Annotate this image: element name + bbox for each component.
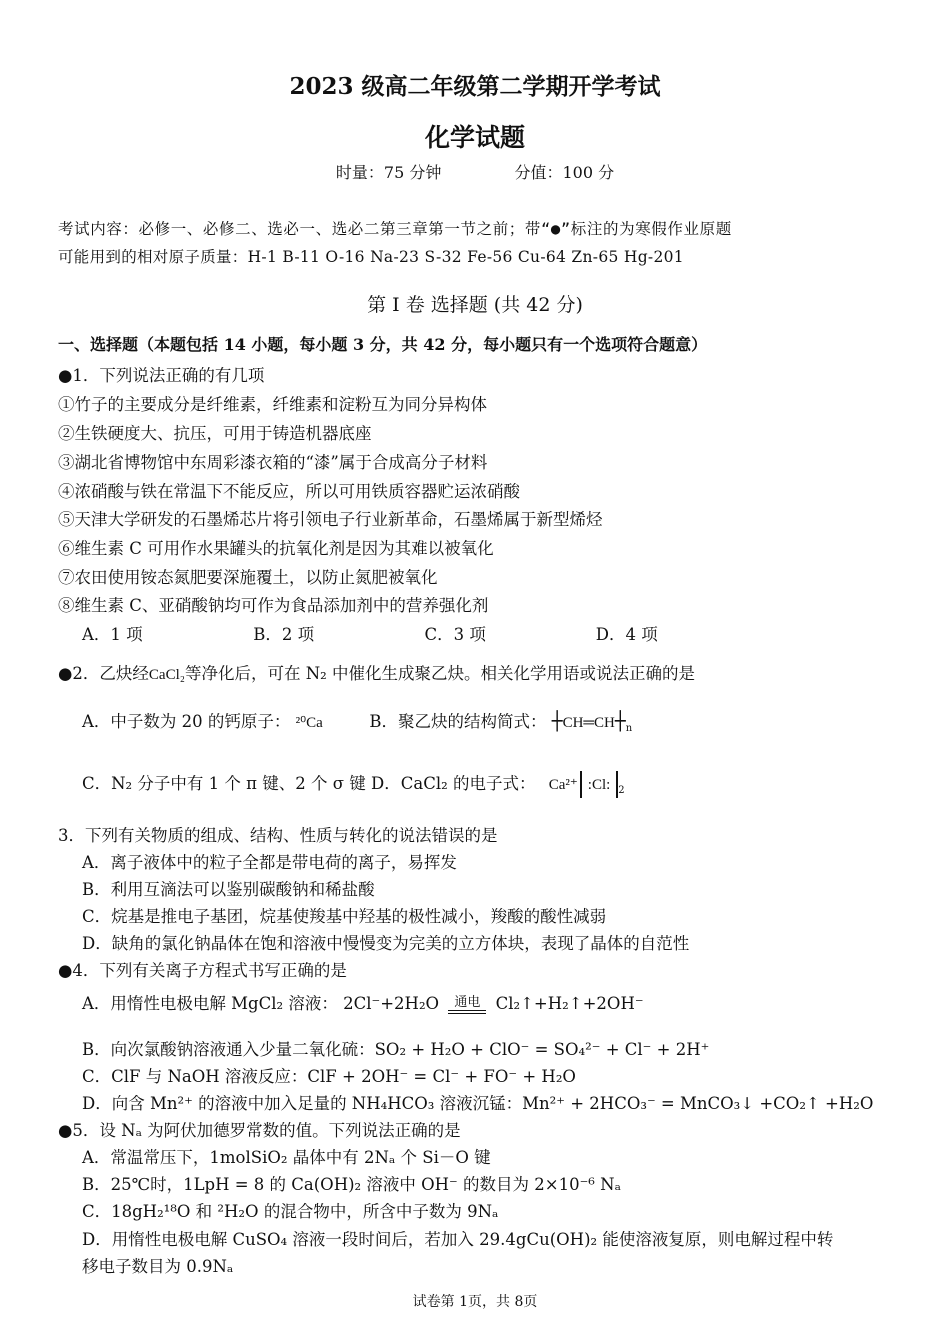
q1-option-d: D．4 项	[595, 625, 658, 644]
exam-time: 时量：75 分钟	[335, 163, 442, 182]
q4-option-b: B．向次氯酸钠溶液通入少量二氧化硫：SO₂ + H₂O + ClO⁻ = SO₄²⁻ + Cl⁻ + 2H⁺	[82, 1040, 710, 1059]
q3-option-d: D．缺角的氯化钠晶体在饱和溶液中慢慢变为完美的立方体块，表现了晶体的自范性	[82, 934, 690, 953]
q1-item-6: ⑥维生素 C 可用作水果罐头的抗氧化剂是因为其难以被氧化	[58, 539, 494, 558]
q4-option-a-right: Cl₂↑+H₂↑+2OH⁻	[495, 994, 644, 1013]
q5-option-d-cont: 移电子数目为 0.9Nₐ	[82, 1257, 234, 1276]
calcium-ion: Ca²⁺	[548, 777, 578, 793]
polyacetylene-n: n	[625, 722, 633, 734]
atomic-mass-info: 可能用到的相对原子质量：H-1 B-11 O-16 Na-23 S-32 Fe-56 Cu-64 Zn-65 Hg-201	[58, 248, 684, 266]
q4-option-c: C．ClF 与 NaOH 溶液反应：ClF + 2OH⁻ = Cl⁻ + FO⁻ + H₂O	[82, 1067, 576, 1086]
q1-option-c: C．3 项	[424, 625, 486, 644]
q4-option-a-left: A．用惰性电极电解 MgCl₂ 溶液： 2Cl⁻+2H₂O	[82, 994, 440, 1013]
q2-option-a-formula: ²⁰Ca	[295, 715, 323, 731]
q1-item-7: ⑦农田使用铵态氮肥要深施覆土，以防止氮肥被氧化	[58, 568, 438, 587]
q2-option-c: C．N₂ 分子中有 1 个 π 键、2 个 σ 键	[82, 774, 366, 793]
q1-option-b: B．2 项	[253, 625, 315, 644]
q2-stem-part-a: ●2．乙炔经	[58, 664, 149, 683]
exam-content-info: 考试内容：必修一、必修二、选必一、选必二第三章第一节之前；带“●”标注的为寒假作业原题	[58, 220, 732, 238]
q4-stem: ●4．下列有关离子方程式书写正确的是	[58, 961, 347, 980]
q2-option-a: A．中子数为 20 的钙原子：	[82, 712, 291, 731]
exam-score: 分值：100 分	[514, 163, 615, 182]
exam-title: 2023 级高二年级第二学期开学考试	[289, 73, 661, 100]
q5-option-a: A．常温常压下，1molSiO₂ 晶体中有 2Nₐ 个 Si－O 键	[82, 1148, 491, 1167]
q5-stem: ●5．设 Nₐ 为阿伏加德罗常数的值。下列说法正确的是	[58, 1121, 461, 1140]
exam-subtitle: 化学试题	[424, 123, 525, 152]
q1-item-2: ②生铁硬度大、抗压，可用于铸造机器底座	[58, 424, 372, 443]
q5-option-b: B．25℃时，1LpH = 8 的 Ca(OH)₂ 溶液中 OH⁻ 的数目为 2×10⁻⁶ Nₐ	[82, 1175, 621, 1194]
q1-option-a: A．1 项	[82, 625, 143, 644]
page-footer: 试卷第 1页，共 8页	[412, 1294, 538, 1310]
q2-options-ab	[82, 708, 632, 734]
q2-stem-formula: CaCl₂	[148, 667, 185, 683]
q1-item-5: ⑤天津大学研发的石墨烯芯片将引领电子行业新革命，石墨烯属于新型烯烃	[58, 510, 603, 529]
q2-stem	[58, 660, 695, 684]
q5-option-c: C．18gH₂¹⁸O 和 ²H₂O 的混合物中，所含中子数为 9Nₐ	[82, 1202, 499, 1221]
exam-meta	[0, 160, 950, 183]
q2-option-b: B．聚乙炔的结构简式：	[369, 712, 547, 731]
q2-stem-part-c: 等净化后，可在 N₂ 中催化生成聚乙炔。相关化学用语或说法正确的是	[184, 664, 696, 683]
q1-item-1: ①竹子的主要成分是纤维素，纤维素和淀粉互为同分异构体	[58, 395, 487, 414]
q1-item-8: ⑧维生素 C、亚硝酸钠均可作为食品添加剂中的营养强化剂	[58, 596, 489, 615]
q4-option-a	[82, 990, 644, 1014]
section-heading: 一、选择题（本题包括 14 小题，每小题 3 分，共 42 分，每小题只有一个选项符合题意）	[58, 335, 708, 354]
q2-option-d: D．CaCl₂ 的电子式：	[371, 774, 536, 793]
q4-option-d: D．向含 Mn²⁺ 的溶液中加入足量的 NH₄HCO₃ 溶液沉锰：Mn²⁺ + 2HCO₃⁻ = MnCO₃↓ +CO₂↑ +H₂O	[82, 1094, 874, 1113]
q1-item-4: ④浓硝酸与铁在常温下不能反应，所以可用铁质容器贮运浓硝酸	[58, 482, 520, 501]
q3-option-b: B．利用互滴法可以鉴别碳酸钠和稀盐酸	[82, 880, 375, 899]
electrolysis-arrow	[448, 996, 486, 1014]
q2-options-cd	[82, 770, 625, 798]
q1-stem: ●1．下列说法正确的有几项	[58, 366, 265, 385]
volume-heading: 第 I 卷 选择题 (共 42 分)	[367, 294, 583, 316]
chloride-bracket	[580, 771, 619, 798]
q1-item-3: ③湖北省博物馆中东周彩漆衣箱的“漆”属于合成高分子材料	[58, 453, 488, 472]
q3-option-c: C．烷基是推电子基团，烷基使羧基中羟基的极性减小，羧酸的酸性减弱	[82, 907, 607, 926]
cacl2-electron-formula	[549, 771, 625, 798]
q1-options	[82, 621, 762, 645]
q3-option-a: A．离子液体中的粒子全都是带电荷的离子，易挥发	[82, 853, 457, 872]
q5-option-d: D．用惰性电极电解 CuSO₄ 溶液一段时间后，若加入 29.4gCu(OH)₂ 能使溶液复原，则电解过程中转	[82, 1230, 834, 1249]
chloride-dots: :Cl:	[587, 777, 611, 793]
electrolysis-condition: 通电	[454, 994, 481, 1010]
q3-stem: 3．下列有关物质的组成、结构、性质与转化的说法错误的是	[58, 826, 498, 845]
polyacetylene-formula: CH═CH	[562, 715, 615, 732]
chloride-count: 2	[618, 785, 625, 796]
polyacetylene-structure: $┼CH═CH┼_n$	[551, 711, 633, 734]
